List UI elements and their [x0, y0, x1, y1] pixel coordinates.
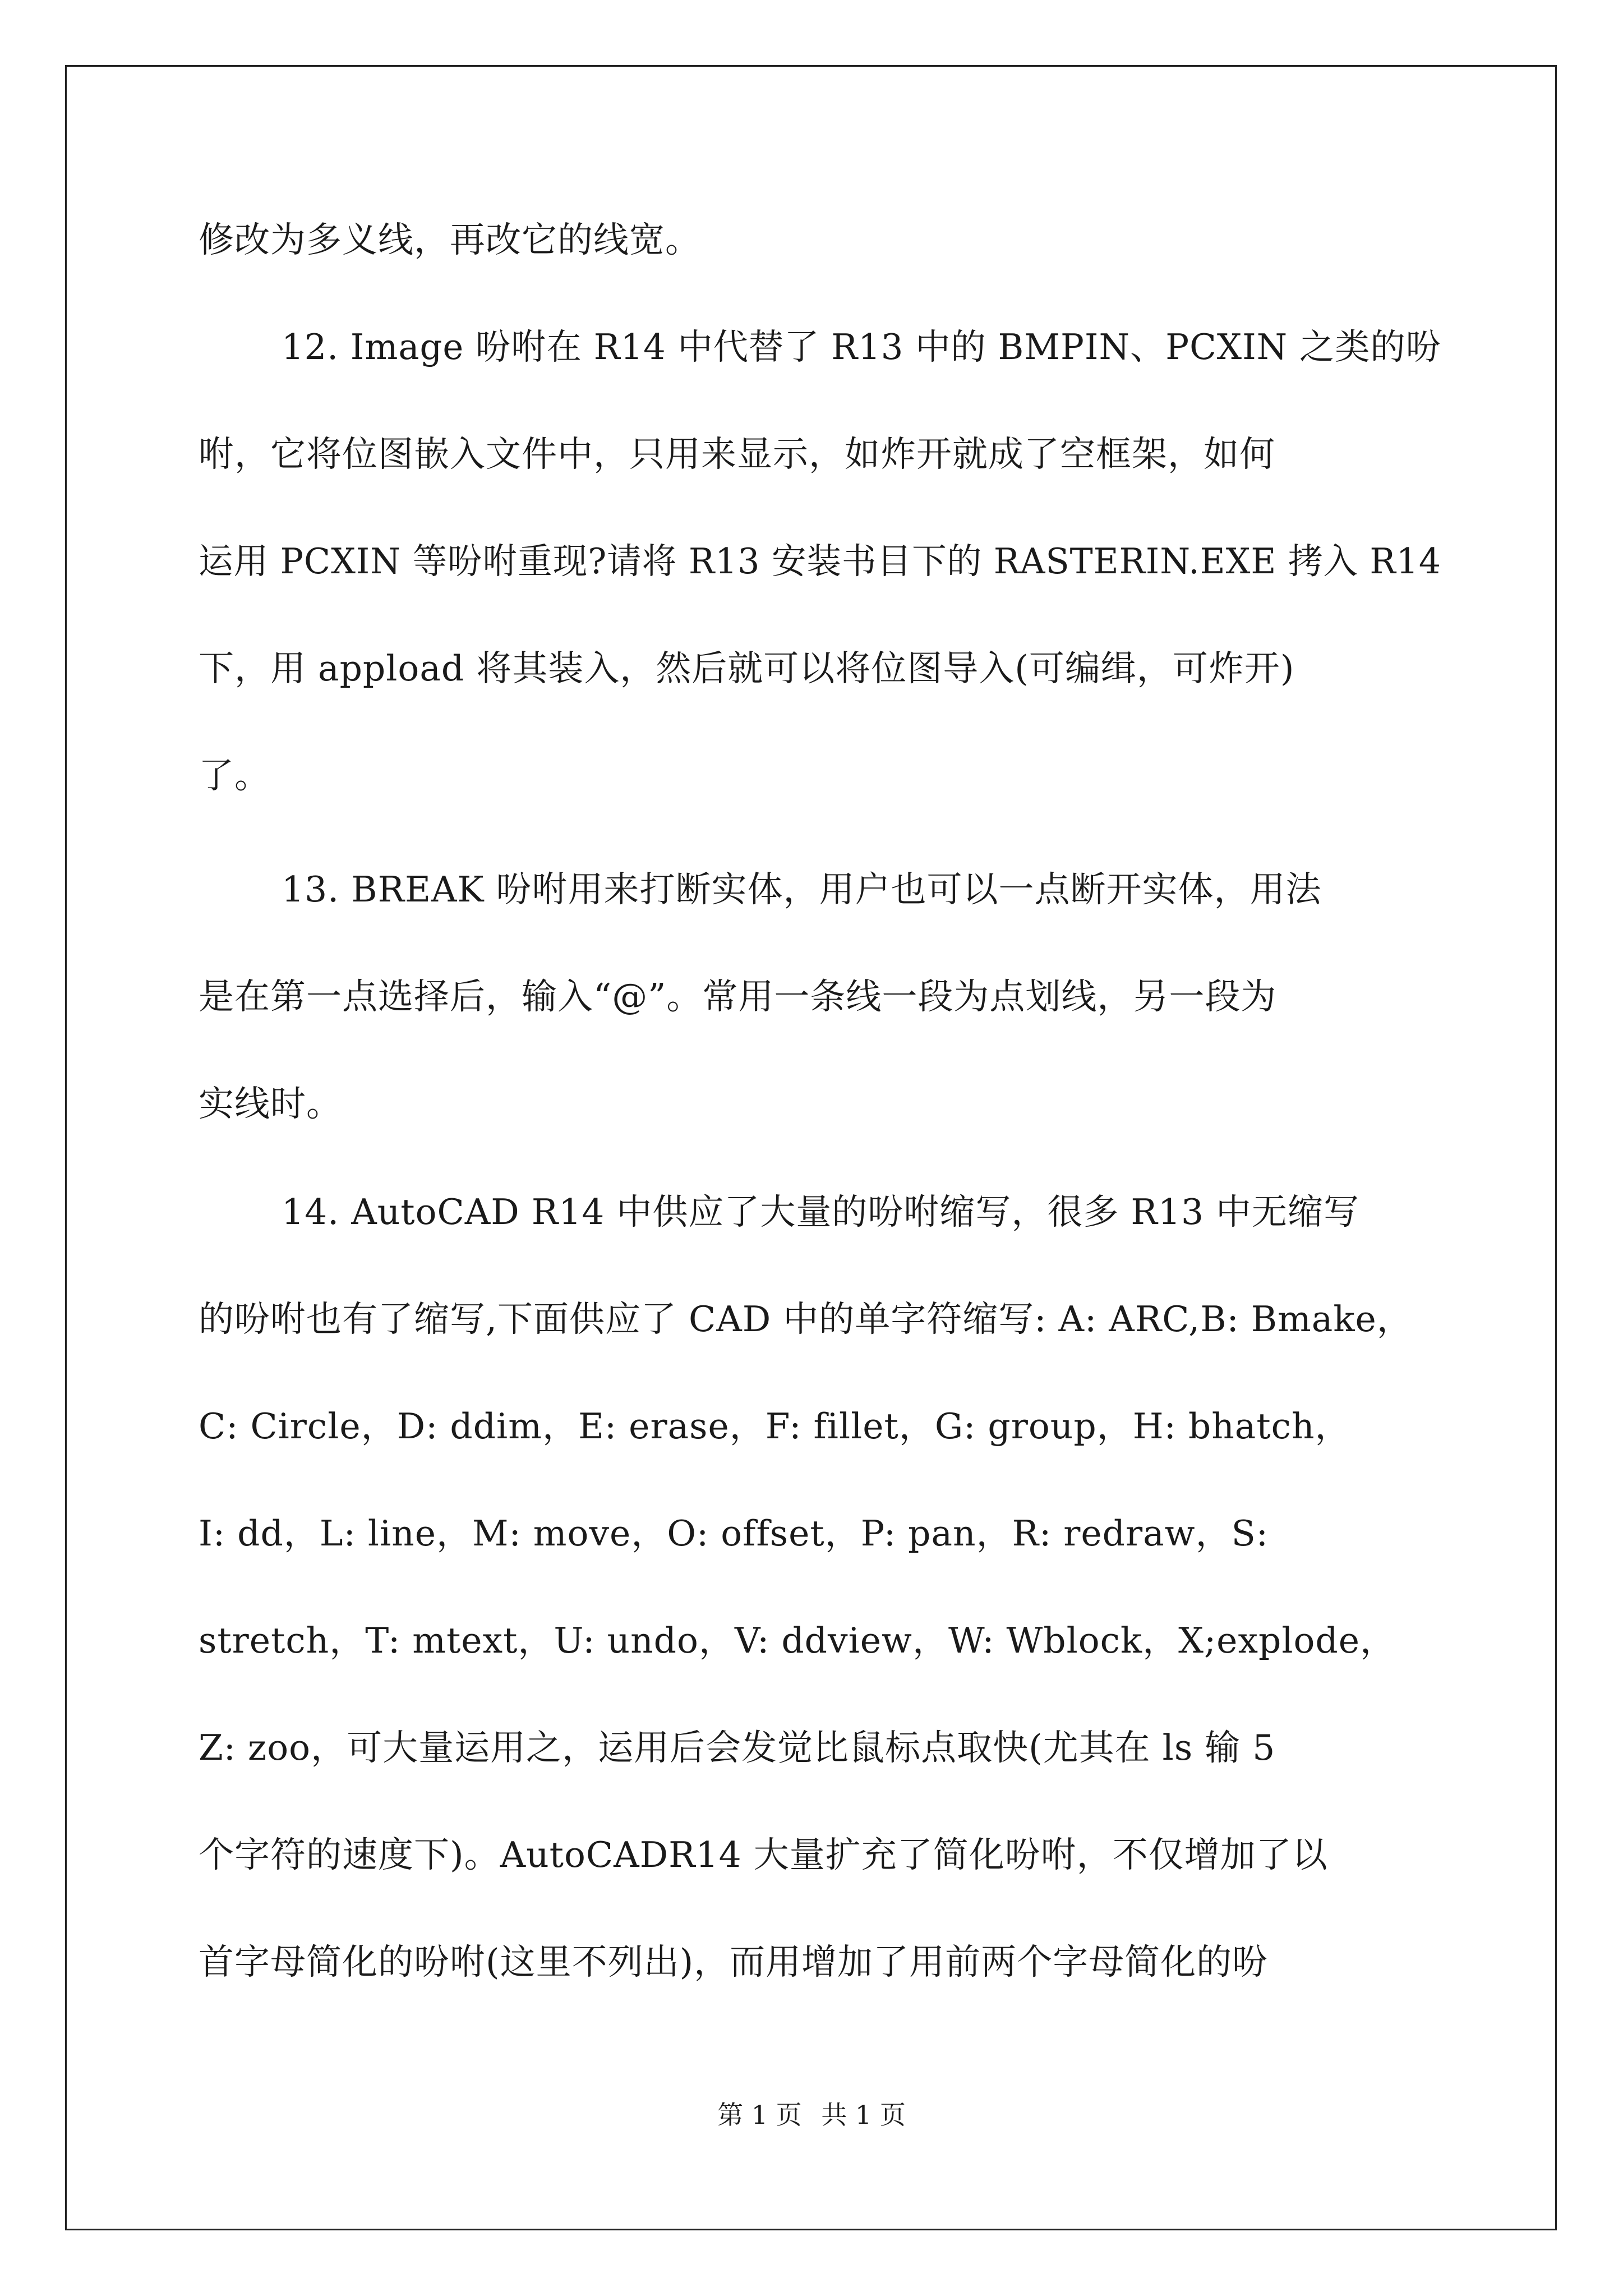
page-border: [65, 65, 1557, 2230]
text-line: 首字母简化的吩咐(这里不列出)，而用增加了用前两个字母简化的吩: [199, 1941, 1269, 1982]
text-line: C: Circle，D: ddim，E: erase，F: fillet，G: group，H: bhatch，: [199, 1406, 1351, 1447]
text-line: I: dd，L: line，M: move，O: offset，P: pan，R: redraw，S:: [199, 1513, 1269, 1554]
page-footer: [0, 2098, 1623, 2132]
text-line: stretch，T: mtext，U: undo，V: ddview，W: Wblock，X;explode，: [199, 1620, 1396, 1661]
text-line: 下，用 appload 将其装入，然后就可以将位图导入(可编缉，可炸开): [199, 648, 1295, 689]
paragraph-13-start: 13. BREAK 吩咐用来打断实体，用户也可以一点断开实体，用法: [282, 869, 1322, 910]
text-line: 修改为多义线，再改它的线宽。: [199, 219, 701, 260]
text-line: 是在第一点选择后，输入“@”。常用一条线一段为点划线，另一段为: [199, 976, 1277, 1017]
paragraph-12-start: 12. Image 吩咐在 R14 中代替了 R13 中的 BMPIN、PCXIN 之类的吩: [282, 326, 1442, 367]
page-number: 第 1 页: [717, 2100, 802, 2130]
text-line: Z: zoo，可大量运用之，运用后会发觉比鼠标点取快(尤其在 ls 输 5: [199, 1727, 1276, 1768]
text-line: 个字符的速度下)。AutoCADR14 大量扩充了简化吩咐，不仅增加了以: [199, 1834, 1328, 1875]
text-line: 实线时。: [199, 1083, 342, 1124]
paragraph-14-start: 14. AutoCAD R14 中供应了大量的吩咐缩写，很多 R13 中无缩写: [282, 1191, 1360, 1232]
text-line: 运用 PCXIN 等吩咐重现?请将 R13 安装书目下的 RASTERIN.EXE 拷入 R14: [199, 541, 1442, 582]
page-total: 共 1 页: [821, 2100, 906, 2130]
text-line: 的吩咐也有了缩写,下面供应了 CAD 中的单字符缩写: A: ARC,B: Bmake，: [199, 1299, 1413, 1340]
text-line: 了。: [199, 755, 270, 796]
text-line: 咐，它将位图嵌入文件中，只用来显示，如炸开就成了空框架，如何: [199, 434, 1275, 475]
